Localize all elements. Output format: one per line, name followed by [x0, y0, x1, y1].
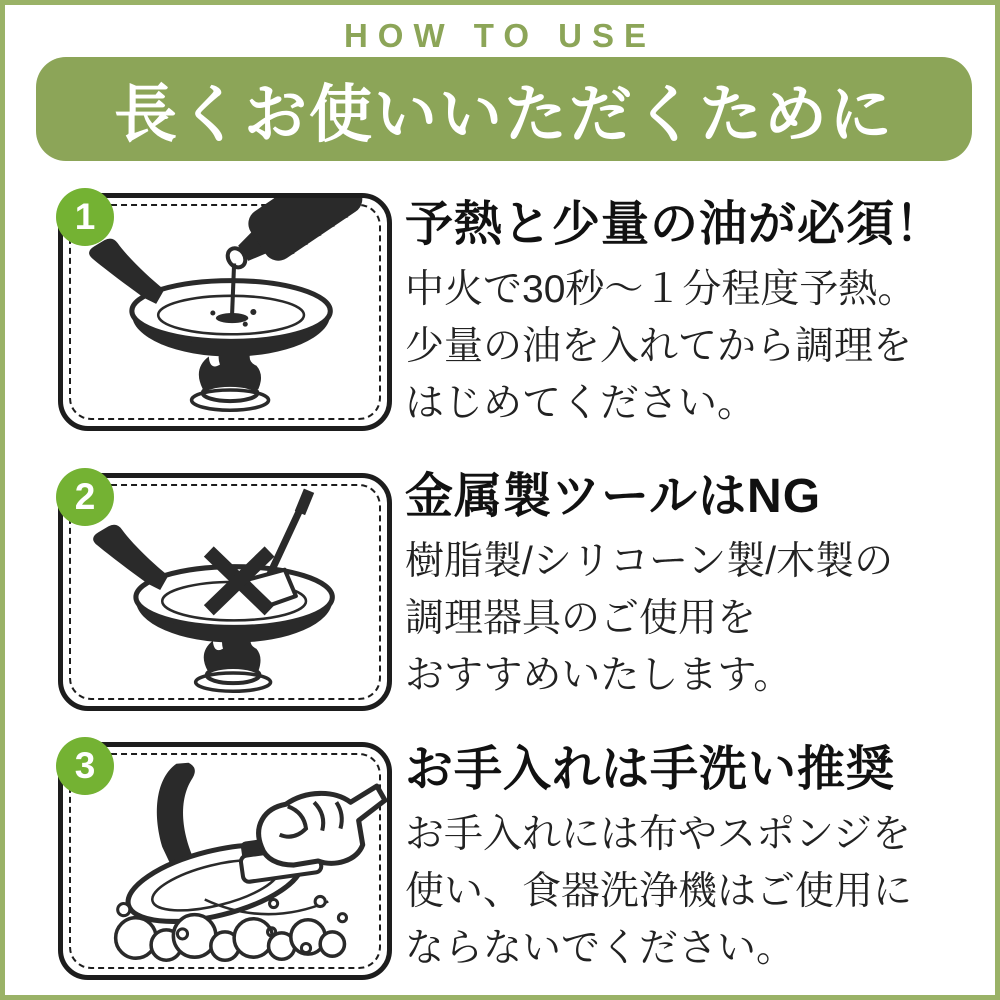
- step-number-badge: 2: [56, 468, 114, 526]
- section-1-heading: 予熱と少量の油が必須！: [405, 198, 945, 251]
- section-2-heading: 金属製ツールはNG: [405, 470, 822, 523]
- oil-pouring-into-pan-illustration-icon: [63, 198, 387, 426]
- body-line: 中火で30秒〜１分程度予熱。: [405, 268, 917, 311]
- body-line: ならないでください。: [405, 927, 796, 970]
- section-2-text: [405, 467, 983, 704]
- hand-washing-pan-with-sponge-illustration-icon: [63, 747, 387, 975]
- hand-icon: [259, 786, 385, 865]
- section-3-body: [405, 806, 983, 977]
- oil-bottle-icon: [214, 198, 368, 286]
- body-line: 使い、食器洗浄機はご使用に: [405, 870, 913, 913]
- frying-pan-icon: [89, 239, 330, 357]
- section-hand-wash: [5, 742, 995, 992]
- step-number-badge: 3: [56, 737, 114, 795]
- section-3-text: [405, 740, 983, 977]
- section-preheat-oil: [5, 193, 995, 443]
- section-2-body: [405, 533, 983, 704]
- section-3-heading: お手入れは手洗い推奨: [405, 743, 896, 796]
- title-banner: [36, 57, 972, 161]
- page-title: 長くお使いいただくために: [114, 79, 894, 150]
- section-1-body: [405, 261, 983, 432]
- body-line: お手入れには布やスポンジを: [405, 813, 912, 856]
- body-line: おすすめいたします。: [405, 654, 793, 697]
- section-no-metal-tools: [5, 470, 995, 723]
- illustration-box-3: [58, 742, 392, 980]
- frying-pan-icon: [93, 525, 332, 643]
- step-number-badge: 1: [56, 188, 114, 246]
- body-line: 少量の油を入れてから調理を: [405, 325, 913, 368]
- illustration-box-2: [58, 473, 392, 711]
- no-metal-spatula-pan-illustration-icon: [63, 478, 387, 706]
- body-line: 樹脂製/シリコーン製/木製の: [405, 540, 894, 583]
- illustration-box-1: [58, 193, 392, 431]
- body-line: はじめてください。: [405, 382, 757, 425]
- section-1-text: [405, 195, 983, 432]
- eyebrow-how-to-use: HOW TO USE: [343, 17, 657, 54]
- body-line: 調理器具のご使用を: [405, 597, 757, 640]
